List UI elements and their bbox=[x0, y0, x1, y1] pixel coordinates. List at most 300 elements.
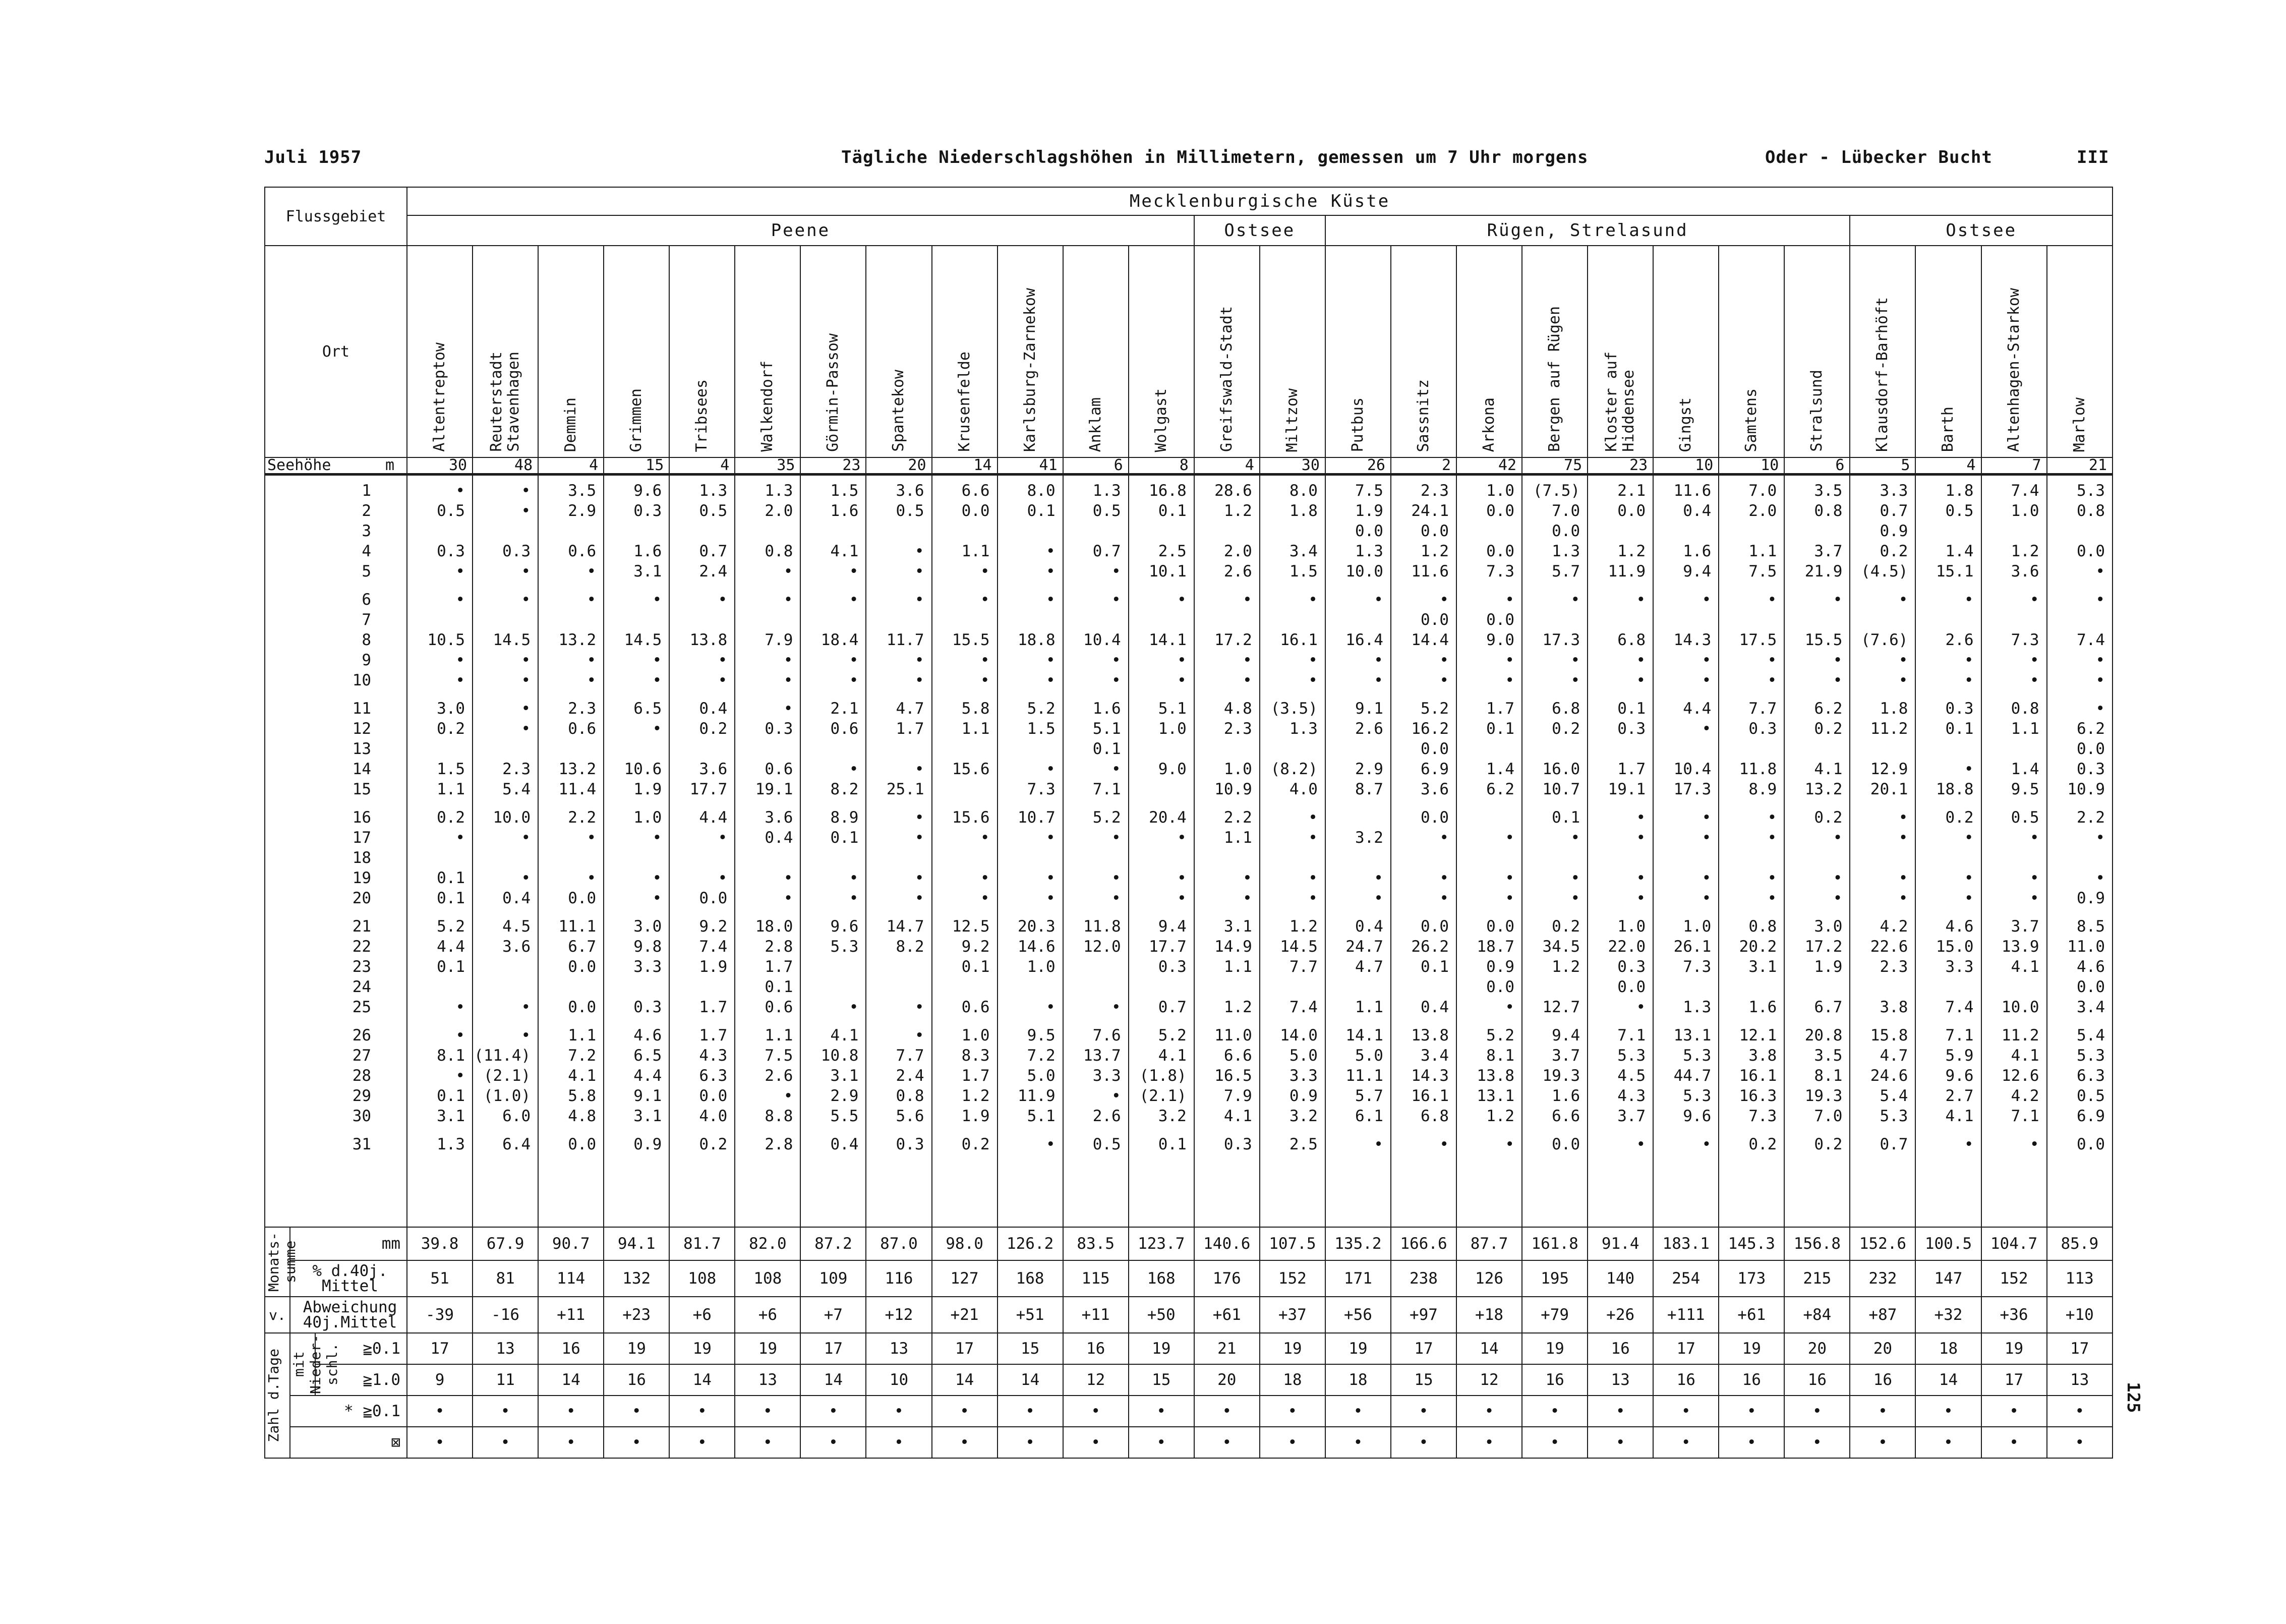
day-value: 17.3 bbox=[1673, 780, 1712, 798]
station-daily-column bbox=[604, 475, 669, 1228]
day-value: • bbox=[1111, 651, 1121, 669]
summary-tage_10: 14 bbox=[932, 1364, 998, 1396]
day-value: • bbox=[1045, 889, 1056, 907]
day-value: (7.5) bbox=[1533, 482, 1580, 500]
summary-tage_01: 16 bbox=[1063, 1333, 1129, 1364]
spacer bbox=[1719, 1126, 1777, 1134]
day-value bbox=[998, 977, 1056, 997]
day-value: 12.9 bbox=[1870, 760, 1908, 778]
day-value: • bbox=[1111, 889, 1121, 907]
spacer bbox=[539, 799, 596, 807]
day-value: 7 bbox=[362, 611, 372, 629]
day-value: 8.2 bbox=[896, 938, 924, 956]
spacer bbox=[1785, 690, 1842, 699]
day-value bbox=[1916, 848, 1973, 868]
day-value: • bbox=[1374, 1135, 1383, 1153]
summary-prozent: 116 bbox=[866, 1260, 931, 1297]
station-daily-column bbox=[1653, 475, 1719, 1228]
summary-summe_mm: 166.6 bbox=[1391, 1227, 1456, 1260]
spacer bbox=[1522, 1017, 1580, 1025]
day-value bbox=[2047, 610, 2105, 630]
summary-abweichung: +79 bbox=[1522, 1297, 1588, 1333]
day-value: 0.0 bbox=[961, 502, 990, 520]
day-value: 11.2 bbox=[1870, 720, 1908, 738]
day-value: • bbox=[849, 889, 859, 907]
day-value bbox=[801, 848, 858, 868]
summary-abweichung: +56 bbox=[1325, 1297, 1391, 1333]
summary-abweichung: +11 bbox=[538, 1297, 604, 1333]
day-value: • bbox=[652, 829, 662, 847]
summary-prozent: 215 bbox=[1784, 1260, 1850, 1297]
day-value: 17.2 bbox=[1804, 938, 1843, 956]
day-value bbox=[866, 957, 924, 977]
day-value: • bbox=[1243, 889, 1252, 907]
day-value: 13.2 bbox=[558, 760, 597, 778]
day-value bbox=[539, 739, 596, 759]
day-value: 9.0 bbox=[1158, 760, 1187, 778]
spacer bbox=[1654, 908, 1711, 916]
spacer bbox=[539, 908, 596, 916]
day-value: 1.3 bbox=[1355, 542, 1383, 560]
day-value: 0.4 bbox=[1421, 998, 1449, 1016]
day-value: • bbox=[1767, 651, 1777, 669]
spacer bbox=[1719, 1017, 1777, 1025]
spacer bbox=[407, 908, 465, 916]
day-value: • bbox=[652, 889, 662, 907]
day-value: • bbox=[1505, 998, 1515, 1016]
day-value: 19 bbox=[352, 869, 372, 887]
day-value: 0.0 bbox=[1486, 978, 1515, 996]
day-value: • bbox=[521, 998, 531, 1016]
spacer bbox=[801, 799, 858, 807]
summary-tage_01: 19 bbox=[735, 1333, 800, 1364]
summary-schnee_01: • bbox=[669, 1396, 735, 1427]
spacer bbox=[539, 1126, 596, 1134]
day-value: 25.1 bbox=[886, 780, 924, 798]
day-value: 4.1 bbox=[1158, 1047, 1187, 1065]
day-value: 13 bbox=[352, 740, 372, 758]
spacer bbox=[998, 799, 1056, 807]
spacer bbox=[1522, 582, 1580, 590]
spacer bbox=[1195, 1017, 1252, 1025]
day-value: 19.1 bbox=[755, 780, 793, 798]
day-value: 13.2 bbox=[558, 631, 597, 649]
day-value: 2.0 bbox=[765, 502, 793, 520]
day-value: • bbox=[1570, 591, 1580, 609]
spacer bbox=[735, 908, 793, 916]
day-value: 1.1 bbox=[568, 1026, 597, 1045]
day-value: 0.0 bbox=[1486, 502, 1515, 520]
station-height: 23 bbox=[800, 457, 866, 475]
summary-prozent: 127 bbox=[932, 1260, 998, 1297]
day-value: 3.3 bbox=[1880, 482, 1908, 500]
day-value bbox=[539, 521, 596, 541]
day-value bbox=[473, 848, 531, 868]
day-value: 6 bbox=[362, 591, 372, 609]
summary-schnee_01: • bbox=[1129, 1396, 1194, 1427]
day-value: • bbox=[1439, 591, 1449, 609]
day-value: • bbox=[1374, 671, 1383, 689]
day-value: 8 bbox=[362, 631, 372, 649]
day-value: • bbox=[1177, 889, 1187, 907]
day-value: • bbox=[718, 829, 728, 847]
day-value: 2.8 bbox=[765, 1135, 793, 1153]
day-value: 4.8 bbox=[568, 1107, 597, 1125]
summary-schnee_01: • bbox=[1719, 1396, 1784, 1427]
day-value: 44.7 bbox=[1673, 1067, 1712, 1085]
day-value: • bbox=[1636, 998, 1646, 1016]
summary-gewitter: • bbox=[2047, 1427, 2113, 1458]
spacer bbox=[1391, 908, 1449, 916]
day-value bbox=[1195, 521, 1252, 541]
day-value: • bbox=[1045, 651, 1056, 669]
summary-tage_10: 14 bbox=[538, 1364, 604, 1396]
day-value: 7.4 bbox=[699, 938, 728, 956]
day-value bbox=[1195, 739, 1252, 759]
day-value: • bbox=[652, 671, 662, 689]
spacer bbox=[801, 582, 858, 590]
day-value: • bbox=[2029, 651, 2039, 669]
day-value: • bbox=[1570, 651, 1580, 669]
day-value: • bbox=[1439, 1135, 1449, 1153]
summary-summe_mm: 82.0 bbox=[735, 1227, 800, 1260]
summary-prozent: 195 bbox=[1522, 1260, 1588, 1297]
day-value bbox=[1391, 977, 1449, 997]
spacer bbox=[604, 1017, 662, 1025]
day-value: 2.6 bbox=[765, 1067, 793, 1085]
day-value: 4.2 bbox=[1880, 917, 1908, 936]
station-daily-column bbox=[2047, 475, 2113, 1228]
day-value bbox=[998, 610, 1056, 630]
day-value: 0.8 bbox=[2011, 700, 2039, 718]
day-value bbox=[1654, 521, 1711, 541]
day-value: 7.0 bbox=[1814, 1107, 1843, 1125]
day-value: 10.7 bbox=[1542, 780, 1580, 798]
station-name: Sassnitz bbox=[1414, 379, 1432, 452]
day-value: • bbox=[1964, 1135, 1974, 1153]
summary-abweichung: +87 bbox=[1850, 1297, 1915, 1333]
day-value: 14.4 bbox=[1411, 631, 1449, 649]
day-value: 1.3 bbox=[1289, 720, 1318, 738]
day-value: 4.1 bbox=[1945, 1107, 1974, 1125]
spacer bbox=[1064, 690, 1121, 699]
station-height: 10 bbox=[1719, 457, 1784, 475]
day-value: 1.2 bbox=[2011, 542, 2039, 560]
day-value bbox=[1326, 610, 1383, 630]
day-value: • bbox=[587, 671, 597, 689]
day-value: 0.0 bbox=[2077, 542, 2105, 560]
day-value: • bbox=[718, 869, 728, 887]
spacer bbox=[1457, 799, 1514, 807]
summary-abweichung: +36 bbox=[1981, 1297, 2047, 1333]
day-value: 1.2 bbox=[1289, 917, 1318, 936]
day-value: 13.7 bbox=[1083, 1047, 1121, 1065]
summary-schnee_01: • bbox=[1260, 1396, 1325, 1427]
day-value bbox=[473, 739, 531, 759]
day-value: • bbox=[914, 889, 924, 907]
day-value bbox=[1195, 977, 1252, 997]
day-value: • bbox=[455, 651, 465, 669]
summary-gewitter: • bbox=[669, 1427, 735, 1458]
day-value: 0.2 bbox=[1748, 1135, 1777, 1153]
day-value: 11.6 bbox=[1673, 482, 1712, 500]
day-value: • bbox=[1111, 562, 1121, 581]
day-value: • bbox=[652, 869, 662, 887]
summary-gewitter: • bbox=[1391, 1427, 1456, 1458]
day-value: 3.6 bbox=[699, 760, 728, 778]
day-value bbox=[998, 521, 1056, 541]
day-value: 2.5 bbox=[1158, 542, 1187, 560]
day-value: 7.5 bbox=[1748, 562, 1777, 581]
day-value bbox=[932, 521, 990, 541]
station-height: 4 bbox=[669, 457, 735, 475]
day-value: 0.5 bbox=[1092, 1135, 1121, 1153]
day-value: • bbox=[849, 562, 859, 581]
day-value: 4.1 bbox=[830, 1026, 859, 1045]
day-value: 0.4 bbox=[699, 700, 728, 718]
day-value: 22.6 bbox=[1870, 938, 1908, 956]
day-value: • bbox=[1636, 591, 1646, 609]
day-value: • bbox=[1636, 869, 1646, 887]
day-value: • bbox=[980, 869, 990, 887]
day-value: 0.5 bbox=[2011, 808, 2039, 827]
day-value: 0.4 bbox=[1683, 502, 1712, 520]
spacer bbox=[1391, 582, 1449, 590]
ort-label: Ort bbox=[265, 246, 407, 457]
day-value: 11.6 bbox=[1411, 562, 1449, 581]
day-value: 0.2 bbox=[437, 720, 465, 738]
day-value: 4.3 bbox=[1617, 1087, 1646, 1105]
day-value: • bbox=[1702, 1135, 1712, 1153]
summary-tage_01: 15 bbox=[998, 1333, 1063, 1364]
day-value: 0.1 bbox=[830, 829, 859, 847]
day-value bbox=[473, 977, 531, 997]
day-value: 1.3 bbox=[699, 482, 728, 500]
day-value: 18.8 bbox=[1017, 631, 1056, 649]
spacer bbox=[932, 1017, 990, 1025]
day-value: 4.8 bbox=[1223, 700, 1252, 718]
day-value: 4.3 bbox=[699, 1047, 728, 1065]
spacer bbox=[1982, 1126, 2039, 1134]
ge10-label: ≧1.0 bbox=[315, 1364, 407, 1396]
station-height: 6 bbox=[1784, 457, 1850, 475]
summary-prozent: 115 bbox=[1063, 1260, 1129, 1297]
day-value: • bbox=[1767, 591, 1777, 609]
day-value: • bbox=[1045, 998, 1056, 1016]
day-value: 0.2 bbox=[699, 1135, 728, 1153]
spacer bbox=[1064, 1126, 1121, 1134]
day-value: 0.6 bbox=[765, 998, 793, 1016]
day-value: 3.7 bbox=[1552, 1047, 1580, 1065]
day-value: • bbox=[980, 671, 990, 689]
day-value: 14.5 bbox=[624, 631, 662, 649]
day-value: • bbox=[980, 651, 990, 669]
day-value: • bbox=[1833, 889, 1843, 907]
spacer bbox=[735, 582, 793, 590]
day-value bbox=[998, 848, 1056, 868]
station-daily-column bbox=[1522, 475, 1588, 1228]
day-value: 8.8 bbox=[765, 1107, 793, 1125]
day-value: 6.9 bbox=[1421, 760, 1449, 778]
day-value: • bbox=[1045, 1135, 1056, 1153]
station-name: Samtens bbox=[1742, 388, 1761, 452]
day-value: 5.8 bbox=[961, 700, 990, 718]
spacer bbox=[1129, 582, 1187, 590]
day-value: 1.9 bbox=[961, 1107, 990, 1125]
summary-tage_01: 19 bbox=[1981, 1333, 2047, 1364]
summary-tage_01: 19 bbox=[1522, 1333, 1588, 1364]
day-value: • bbox=[718, 651, 728, 669]
seehoehe-text: Seehöhe bbox=[267, 456, 331, 474]
day-value: 9.4 bbox=[1683, 562, 1712, 581]
summary-summe_mm: 87.7 bbox=[1456, 1227, 1522, 1260]
day-value: • bbox=[914, 671, 924, 689]
mm-label: mm bbox=[290, 1227, 407, 1260]
station-daily-column bbox=[1719, 475, 1784, 1228]
spacer bbox=[1260, 1126, 1318, 1134]
spacer bbox=[801, 1126, 858, 1134]
ge01-label: ≧0.1 bbox=[315, 1333, 407, 1364]
station-daily-column bbox=[1194, 475, 1260, 1228]
subgroup-header: Rügen, Strelasund bbox=[1325, 215, 1850, 246]
day-value bbox=[1654, 739, 1711, 759]
summary-prozent: 108 bbox=[735, 1260, 800, 1297]
summary-prozent: 147 bbox=[1915, 1260, 1981, 1297]
summary-gewitter: • bbox=[538, 1427, 604, 1458]
summary-schnee_01: • bbox=[1063, 1396, 1129, 1427]
station-name: Greifswald-Stadt bbox=[1217, 306, 1236, 452]
day-value: 0.4 bbox=[765, 829, 793, 847]
day-value: 11.8 bbox=[1083, 917, 1121, 936]
day-value: 7.3 bbox=[1486, 562, 1515, 581]
spacer bbox=[1326, 690, 1383, 699]
spacer bbox=[1588, 1017, 1646, 1025]
day-value bbox=[2047, 848, 2105, 868]
day-value: • bbox=[2095, 869, 2105, 887]
day-value bbox=[473, 957, 531, 977]
station-height: 23 bbox=[1588, 457, 1653, 475]
day-value bbox=[1916, 977, 1973, 997]
day-value: 1.7 bbox=[765, 958, 793, 976]
day-value: 0.1 bbox=[961, 958, 990, 976]
spacer bbox=[1195, 1126, 1252, 1134]
spacer bbox=[1982, 799, 2039, 807]
day-value: 18 bbox=[352, 849, 372, 867]
station-daily-column bbox=[669, 475, 735, 1228]
day-value: 5.1 bbox=[1027, 1107, 1056, 1125]
day-value: • bbox=[783, 700, 793, 718]
spacer bbox=[998, 582, 1056, 590]
day-value: 17.7 bbox=[1149, 938, 1187, 956]
summary-prozent: 108 bbox=[669, 1260, 735, 1297]
day-value bbox=[1457, 521, 1514, 541]
spacer bbox=[1588, 908, 1646, 916]
day-value: 7.4 bbox=[1289, 998, 1318, 1016]
day-value: • bbox=[914, 869, 924, 887]
day-value: 0.1 bbox=[437, 889, 465, 907]
day-value: 7.4 bbox=[2011, 482, 2039, 500]
day-value: • bbox=[914, 651, 924, 669]
day-value: 3.4 bbox=[2077, 998, 2105, 1016]
day-value: 0.1 bbox=[1027, 502, 1056, 520]
day-value: 10.8 bbox=[820, 1047, 859, 1065]
day-value: 2.9 bbox=[1355, 760, 1383, 778]
day-value: 8.0 bbox=[1289, 482, 1318, 500]
summary-summe_mm: 161.8 bbox=[1522, 1227, 1588, 1260]
day-value: 17.5 bbox=[1739, 631, 1777, 649]
spacer bbox=[604, 1126, 662, 1134]
day-value bbox=[1719, 521, 1777, 541]
day-value: 4.1 bbox=[830, 542, 859, 560]
day-value: 1.7 bbox=[896, 720, 924, 738]
day-value: 0.1 bbox=[1552, 808, 1580, 827]
summary-prozent: 176 bbox=[1194, 1260, 1260, 1297]
day-value: • bbox=[1702, 671, 1712, 689]
summary-tage_10: 15 bbox=[1391, 1364, 1456, 1396]
day-value: 3.3 bbox=[1289, 1067, 1318, 1085]
day-value: 1.2 bbox=[1223, 502, 1252, 520]
day-value: 0.1 bbox=[437, 1087, 465, 1105]
summary-schnee_01: • bbox=[1850, 1396, 1915, 1427]
summary-tage_10: 18 bbox=[1325, 1364, 1391, 1396]
day-value bbox=[539, 977, 596, 997]
summary-abweichung: +11 bbox=[1063, 1297, 1129, 1333]
day-value: • bbox=[1702, 869, 1712, 887]
day-value bbox=[1457, 848, 1514, 868]
station-height: 42 bbox=[1456, 457, 1522, 475]
day-value: • bbox=[1045, 591, 1056, 609]
summary-gewitter: • bbox=[866, 1427, 931, 1458]
day-value: 0.1 bbox=[1945, 720, 1974, 738]
day-value: 7.4 bbox=[2077, 631, 2105, 649]
summary-tage_10: 11 bbox=[473, 1364, 538, 1396]
station-height: 15 bbox=[604, 457, 669, 475]
day-value: • bbox=[1702, 889, 1712, 907]
day-value: • bbox=[1898, 889, 1908, 907]
day-value: 4.5 bbox=[1617, 1067, 1646, 1085]
day-value: • bbox=[2029, 1135, 2039, 1153]
day-value: 0.1 bbox=[1486, 720, 1515, 738]
summary-prozent: 173 bbox=[1719, 1260, 1784, 1297]
day-value: • bbox=[1111, 1087, 1121, 1105]
day-value: • bbox=[1898, 651, 1908, 669]
day-value: • bbox=[1177, 671, 1187, 689]
station-height: 21 bbox=[2047, 457, 2113, 475]
summary-schnee_01: • bbox=[1784, 1396, 1850, 1427]
day-value: 7.3 bbox=[1748, 1107, 1777, 1125]
spacer bbox=[1785, 1017, 1842, 1025]
day-value: 0.0 bbox=[1421, 917, 1449, 936]
day-value bbox=[932, 739, 990, 759]
station-name: Altentreptow bbox=[431, 342, 449, 452]
day-value: 0.2 bbox=[437, 808, 465, 827]
day-value: 15.6 bbox=[952, 808, 990, 827]
spacer bbox=[265, 582, 371, 590]
spacer bbox=[801, 1017, 858, 1025]
day-value: 2.5 bbox=[1289, 1135, 1318, 1153]
day-value: • bbox=[1243, 651, 1252, 669]
day-value: 0.3 bbox=[896, 1135, 924, 1153]
day-value bbox=[932, 977, 990, 997]
day-value: 16.2 bbox=[1411, 720, 1449, 738]
day-value: 0.3 bbox=[1158, 958, 1187, 976]
day-value: 1 bbox=[362, 482, 372, 500]
day-value: 1.2 bbox=[961, 1087, 990, 1105]
day-value: 1.8 bbox=[1880, 700, 1908, 718]
spacer bbox=[1588, 690, 1646, 699]
station-daily-column bbox=[1129, 475, 1194, 1228]
summary-gewitter: • bbox=[1194, 1427, 1260, 1458]
